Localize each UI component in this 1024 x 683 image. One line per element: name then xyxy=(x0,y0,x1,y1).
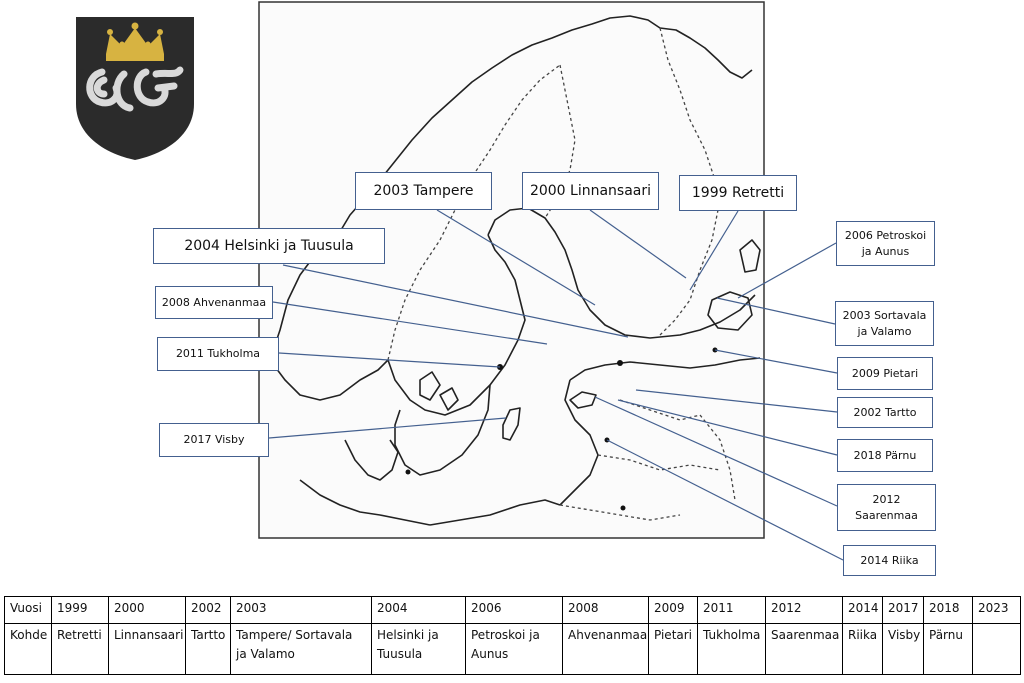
label-2014-riika: 2014 Riika xyxy=(843,545,936,576)
label-2003b-line2: ja Valamo xyxy=(857,324,912,338)
year-cell: 2006 xyxy=(466,597,563,624)
place-cell: Pärnu xyxy=(924,624,973,675)
place-cell: Riika xyxy=(843,624,883,675)
year-cell: 2003 xyxy=(231,597,372,624)
year-cell: 2000 xyxy=(109,597,186,624)
label-2018-parnu: 2018 Pärnu xyxy=(837,439,933,472)
year-row xyxy=(5,597,1021,624)
place-cell: Petroskoi ja Aunus xyxy=(466,624,563,675)
place-cell: Visby xyxy=(883,624,924,675)
year-cell: 2002 xyxy=(186,597,231,624)
label-2006-petroskoi-aunus xyxy=(836,221,935,266)
label-2017-visby: 2017 Visby xyxy=(159,423,269,457)
year-row-header: Vuosi xyxy=(5,597,52,624)
year-cell: 2018 xyxy=(924,597,973,624)
place-cell: Saarenmaa xyxy=(766,624,843,675)
year-cell: 1999 xyxy=(52,597,109,624)
year-cell: 2017 xyxy=(883,597,924,624)
place-cell: Linnansaari xyxy=(109,624,186,675)
year-cell: 2009 xyxy=(649,597,698,624)
label-2003-tampere: 2003 Tampere xyxy=(355,172,492,210)
label-2006-line1: 2006 Petroskoi xyxy=(844,228,927,242)
label-2004-helsinki-tuusula: 2004 Helsinki ja Tuusula xyxy=(153,228,385,264)
visits-table xyxy=(4,596,1020,675)
place-cell: Ahvenanmaa xyxy=(563,624,649,675)
place-row-header: Kohde xyxy=(5,624,52,675)
year-cell: 2023 xyxy=(973,597,1021,624)
label-2006-line2: ja Aunus xyxy=(861,244,910,258)
place-cell: Tukholma xyxy=(698,624,766,675)
year-cell: 2014 xyxy=(843,597,883,624)
label-2003b-line1: 2003 Sortavala xyxy=(842,308,927,322)
place-row xyxy=(5,624,1021,675)
label-2003-sortavala-valamo xyxy=(835,301,934,346)
place-cell: Pietari xyxy=(649,624,698,675)
label-2009-pietari: 2009 Pietari xyxy=(837,357,933,390)
year-cell: 2012 xyxy=(766,597,843,624)
place-cell xyxy=(973,624,1021,675)
year-cell: 2008 xyxy=(563,597,649,624)
label-1999-retretti: 1999 Retretti xyxy=(679,175,797,211)
label-2012-line2: Saarenmaa xyxy=(855,508,918,522)
map-frame xyxy=(259,2,764,538)
label-2012-saarenmaa xyxy=(837,484,936,531)
place-cell: Helsinki ja Tuusula xyxy=(372,624,466,675)
label-2011-tukholma: 2011 Tukholma xyxy=(157,337,279,371)
place-cell: Tampere/ Sortavala ja Valamo xyxy=(231,624,372,675)
year-cell: 2004 xyxy=(372,597,466,624)
label-2000-linnansaari: 2000 Linnansaari xyxy=(522,172,659,210)
place-cell: Tartto xyxy=(186,624,231,675)
place-cell: Retretti xyxy=(52,624,109,675)
label-2002-tartto: 2002 Tartto xyxy=(837,397,933,428)
year-cell: 2011 xyxy=(698,597,766,624)
label-2008-ahvenanmaa: 2008 Ahvenanmaa xyxy=(155,286,273,319)
label-2012-line1: 2012 xyxy=(872,492,901,506)
